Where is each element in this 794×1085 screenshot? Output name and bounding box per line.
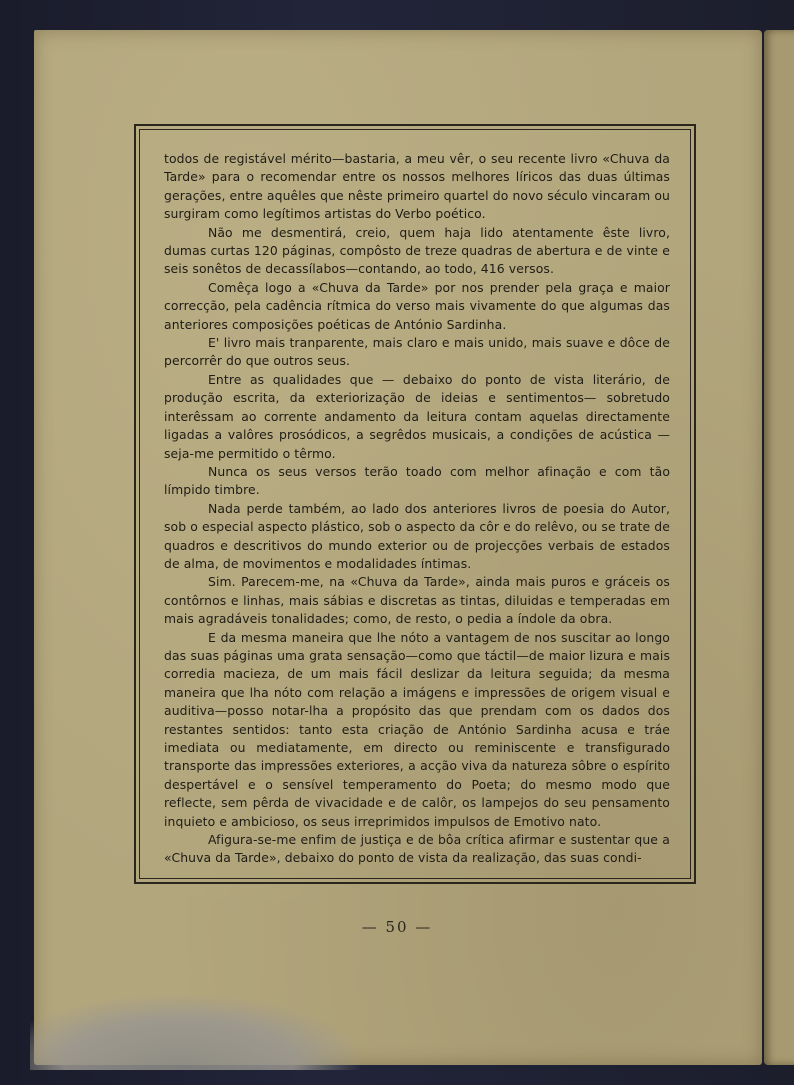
paragraph: todos de registável mérito—bastaria, a meu vêr, o seu recente livro «Chuva da Tarde» para o recomendar entre os nossos melhores líricos das duas últimas gerações, entre aquêles que nêste primeiro quartel do novo século vincaram ou surgiram como legítimos artistas do Verbo poético.	[164, 151, 670, 222]
paragraph: Entre as qualidades que — debaixo do ponto de vista literário, de produção escrita, da exteriorização de ideias e sentimentos— sobretudo interêssam ao corrente andamento da leitura contam aquelas directamente ligadas a valôres prosódicos, a segrêdos musicais, a condições de acústica — seja-me permitido o têrmo.	[164, 371, 670, 461]
paragraph: Nunca os seus versos terão toado com melhor afinação e com tão límpido timbre.	[164, 463, 670, 498]
adjacent-page-edge	[764, 30, 794, 1065]
paragraph: Sim. Parecem-me, na «Chuva da Tarde», ainda mais puros e gráceis os contôrnos e linhas, mais sábias e discretas as tintas, diluidas e temperadas em mais agradáveis tonalidades; como, de resto, o pedia a índole da obra.	[164, 574, 670, 627]
paragraph: Afigura-se-me enfim de justiça e de bôa crítica afirmar e sustentar que a «Chuva da Tarde», debaixo do ponto de vista da realização, das suas condi-	[164, 832, 670, 866]
paragraph: Não me desmentirá, creio, quem haja lido atentamente êste livro, dumas curtas 120 páginas, compôsto de treze quadras de abertura e de vinte e seis sonêtos de decassílabos—contando, ao todo, 416 versos.	[164, 224, 670, 277]
page-number: — 50 —	[361, 918, 433, 936]
paragraph: E' livro mais tranparente, mais claro e mais unido, mais suave e dôce de percorrêr do que outros seus.	[164, 335, 670, 369]
page-stain	[30, 995, 360, 1070]
paragraph: Comêça logo a «Chuva da Tarde» por nos prender pela graça e maior correcção, pela cadência rítmica do verso mais vivamente do que algumas das anteriores composições poéticas de António Sardinha.	[164, 279, 670, 332]
body-text	[164, 150, 670, 868]
paragraph: Nada perde também, ao lado dos anteriores livros de poesia do Autor, sob o especial aspecto plástico, sob o aspecto da côr e do relêvo, ou se trate de quadros e descritivos do mundo exterior ou de projecções verbais de estados de alma, de movimentos e modalidades íntimas.	[164, 500, 670, 571]
paragraph: E da mesma maneira que lhe nóto a vantagem de nos suscitar ao longo das suas páginas uma grata sensação—como que táctil—de maior lizura e mais corredia macieza, de um mais fácil deslizar da leitura seguida; da mesma maneira que lha nóto com relação a imágens e impressões de origem visual e auditiva—posso notar-lha a propósito das que prendam com os dados dos restantes sentidos: tanto esta criação de António Sardinha acusa e tráe imediata ou mediatamente, em directo ou reminiscente e transfigurado transporte das impressões exteriores, a acção viva da natureza sôbre o espírito despertável e o sensível temperamento do Poeta; do mesmo modo que reflecte, sem pêrda de vivacidade e de calôr, os lampejos do seu pensamento inquieto e ambicioso, os seus irreprimidos impulsos de Emotivo nato.	[164, 629, 670, 829]
